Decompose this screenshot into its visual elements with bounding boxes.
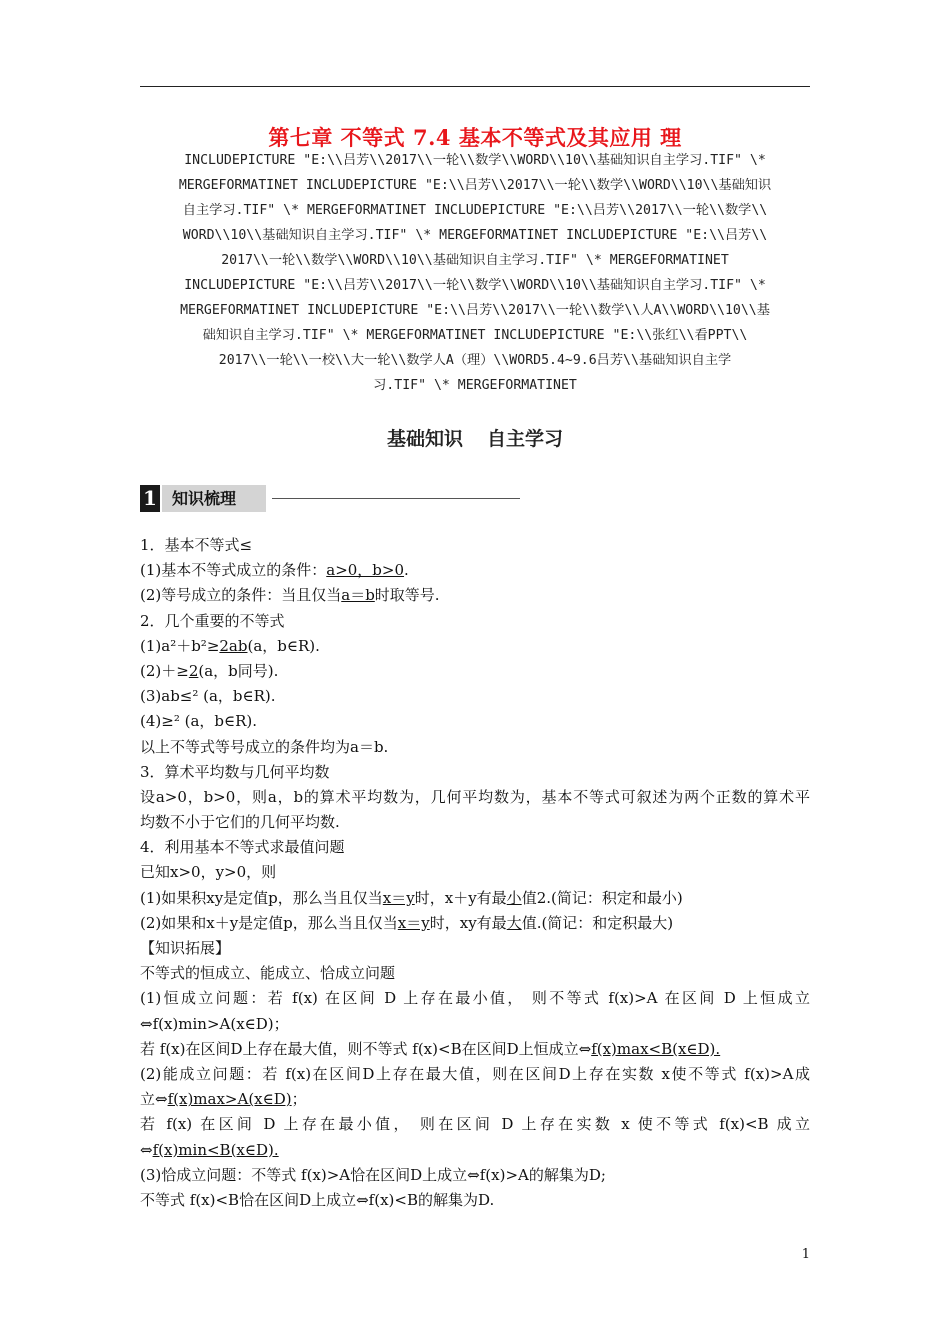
text-span: (2)等号成立的条件：当且仅当 [140,586,342,605]
field-code-line: INCLUDEPICTURE "E:\\吕芳\\2017\\一轮\\数学\\WORD\\10\\基础知识自主学习.TIF" \* [184,278,766,293]
text-line: (3)ab≤² (a，b∈R). [140,687,276,706]
text-span: 时取等号. [374,586,440,605]
field-code-line: 2017\\一轮\\数学\\WORD\\10\\基础知识自主学习.TIF" \* MERGEFORMATINET [221,253,729,268]
text-span: 值.(简记：和定积最大) [521,913,674,932]
text-span: (2)如果和x＋y是定值p，那么当且仅当 [140,913,398,932]
text-span: ⇔ [140,1140,153,1159]
answer-blank: 大 [506,913,522,932]
field-code-line: MERGEFORMATINET INCLUDEPICTURE "E:\\吕芳\\2017\\一轮\\数学\\WORD\\10\\基础知识 [178,178,772,193]
text-line: 若 f(x) 在区间 D 上存在最小值， 则在区间 D 上存在实数 x 使不等式 f(x)<B 成立 [140,1115,810,1134]
text-line [140,583,810,608]
field-code-line: 习.TIF" \* MERGEFORMATINET [373,378,577,393]
text-line [140,634,810,659]
text-line: 已知x>0，y>0，则 [140,863,277,882]
text-line: 3．算术平均数与几何平均数 [140,762,330,781]
answer-blank: f(x)min<B(x∈D). [152,1140,279,1159]
text-line: (2)能成立问题：若 f(x)在区间D上存在最大值，则在区间D上存在实数 x使不等式 f(x)>A成 [140,1064,810,1083]
field-code-line: 础知识自主学习.TIF" \* MERGEFORMATINET INCLUDEPICTURE "E:\\张红\\看PPT\\ [202,328,748,343]
text-line [140,1087,810,1112]
field-code-block [140,148,810,398]
text-span: (1)如果积xy是定值p，那么当且仅当 [140,888,383,907]
text-line: (3)恰成立问题：不等式 f(x)>A恰在区间D上成立⇔f(x)>A的解集为D; [140,1165,606,1184]
answer-blank: x＝y [382,888,415,907]
text-span: 时，xy有最 [429,913,507,932]
text-line: 1．基本不等式≤ [140,536,253,554]
text-span: (1)基本不等式成立的条件： [140,561,327,580]
text-line: 2．几个重要的不等式 [140,611,285,630]
text-line: 设a>0，b>0，则a，b的算术平均数为，几何平均数为，基本不等式可叙述为两个正数的算术平 [140,787,810,806]
page-number: 1 [801,1247,810,1262]
text-span: 立⇔ [140,1090,168,1109]
section-heading-right: 自主学习 [487,428,564,450]
text-span: . [404,561,409,580]
text-line: 不等式 f(x)<B恰在区间D上成立⇔f(x)<B的解集为D. [140,1190,495,1209]
answer-blank: 2 [188,661,199,680]
section-heading-left: 基础知识 [386,428,463,450]
text-span: (2)＋≥ [140,661,189,680]
text-line: 4．利用基本不等式求最值问题 [140,838,345,857]
text-span: 若 f(x)在区间D上存在最大值，则不等式 f(x)<B在区间D上恒成立⇔ [140,1039,592,1058]
answer-blank: x＝y [397,913,430,932]
field-code-line: MERGEFORMATINET INCLUDEPICTURE "E:\\吕芳\\2017\\一轮\\数学\\人A\\WORD\\10\\基 [180,303,770,318]
text-span: (1)a²＋b²≥ [140,636,220,655]
text-line [140,911,810,936]
answer-blank: 2ab [219,636,248,655]
text-line: (4)≥² (a，b∈R). [140,712,258,731]
header-rule [140,86,810,87]
text-line: ⇔f(x)min>A(x∈D)； [140,1014,289,1033]
text-span: 值2.(简记：积定和最小) [521,888,683,907]
field-code-line: 2017\\一轮\\一校\\大一轮\\数学人A（理）\\WORD5.4~9.6吕芳\\基础知识自主学 [218,353,732,368]
text-span: (a，b同号). [198,661,279,680]
text-span: 时，x＋y有最 [414,888,507,907]
badge-label: 知识梳理 [162,485,266,512]
body-content [140,533,810,1213]
answer-blank: a＝b [341,586,375,605]
text-line: 以上不等式等号成立的条件均为a＝b. [140,737,389,756]
text-line: 均数不小于它们的几何平均数. [140,813,340,832]
text-line: (1)恒成立问题：若 f(x) 在区间 D 上存在最小值， 则不等式 f(x)>A 在区间 D 上恒成立 [140,989,810,1008]
text-line [140,1037,810,1062]
field-code-line: WORD\\10\\基础知识自主学习.TIF" \* MERGEFORMATINET INCLUDEPICTURE "E:\\吕芳\\ [182,228,768,243]
field-code-line: INCLUDEPICTURE "E:\\吕芳\\2017\\一轮\\数学\\WORD\\10\\基础知识自主学习.TIF" \* [184,153,766,168]
section-heading [0,424,950,451]
answer-blank: f(x)max>A(x∈D) [167,1090,292,1109]
text-line [140,659,810,684]
badge-number: 1 [140,485,160,512]
text-span: ； [291,1090,307,1109]
text-line [140,558,810,583]
text-line [140,886,810,911]
text-line [140,1138,810,1163]
subsection-badge [140,485,520,513]
answer-blank: a>0，b>0 [326,561,405,580]
page-title: 第七章 不等式 7.4 基本不等式及其应用 理 [268,125,682,150]
text-line: 不等式的恒成立、能成立、恰成立问题 [140,964,396,983]
text-line: 【知识拓展】 [140,939,231,957]
answer-blank: f(x)max<B(x∈D). [591,1039,721,1058]
badge-rule [272,498,520,499]
text-span: (a，b∈R). [247,636,320,655]
answer-blank: 小 [506,888,522,907]
field-code-line: 自主学习.TIF" \* MERGEFORMATINET INCLUDEPICTURE "E:\\吕芳\\2017\\一轮\\数学\\ [182,203,768,218]
